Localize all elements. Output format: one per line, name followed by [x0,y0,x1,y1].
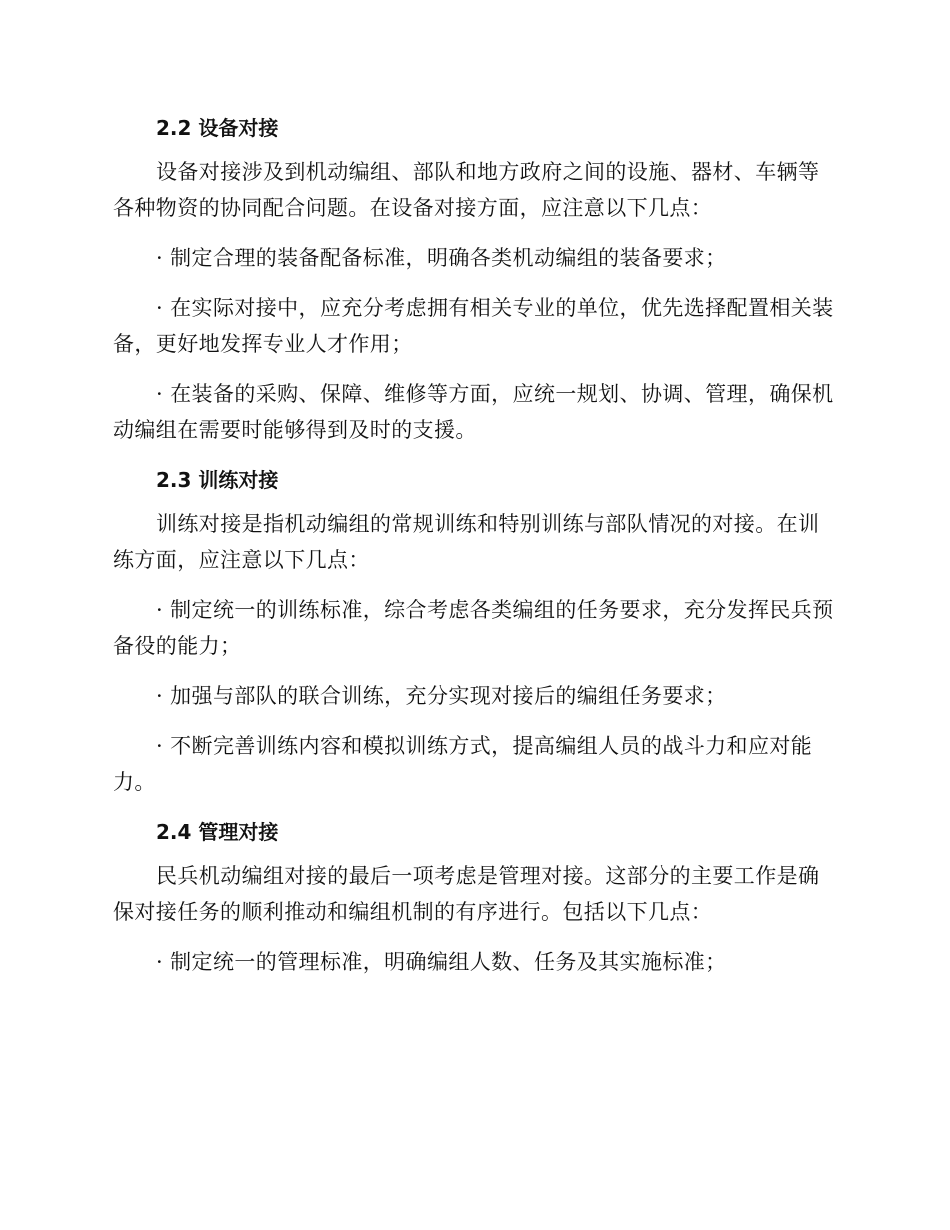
section-heading-training: 2.3 训练对接 [156,468,279,492]
paragraph: 设备对接涉及到机动编组、部队和地方政府之间的设施、器材、车辆等各种物资的协同配合问题。在设备对接方面，应注意以下几点： [113,160,820,220]
bullet-item: · 制定合理的装备配备标准，明确各类机动编组的装备要求； [156,246,727,270]
bullet-item: · 不断完善训练内容和模拟训练方式，提高编组人员的战斗力和应对能力。 [113,734,813,794]
bullet-item: · 加强与部队的联合训练，充分实现对接后的编组任务要求； [156,684,727,708]
paragraph: 训练对接是指机动编组的常规训练和特别训练与部队情况的对接。在训练方面，应注意以下几点： [113,512,820,572]
paragraph: 民兵机动编组对接的最后一项考虑是管理对接。这部分的主要工作是确保对接任务的顺利推动和编组机制的有序进行。包括以下几点： [113,864,820,924]
bullet-item: · 制定统一的训练标准，综合考虑各类编组的任务要求，充分发挥民兵预备役的能力； [113,598,834,658]
bullet-item: · 制定统一的管理标准，明确编组人数、任务及其实施标准； [156,950,727,974]
document-body [113,110,837,980]
section-heading-management: 2.4 管理对接 [156,820,279,844]
bullet-item: · 在装备的采购、保障、维修等方面，应统一规划、协调、管理，确保机动编组在需要时能够得到及时的支援。 [113,382,834,442]
section-heading-equipment: 2.2 设备对接 [156,116,279,140]
bullet-item: · 在实际对接中，应充分考虑拥有相关专业的单位，优先选择配置相关装备，更好地发挥专业人才作用； [113,296,834,356]
